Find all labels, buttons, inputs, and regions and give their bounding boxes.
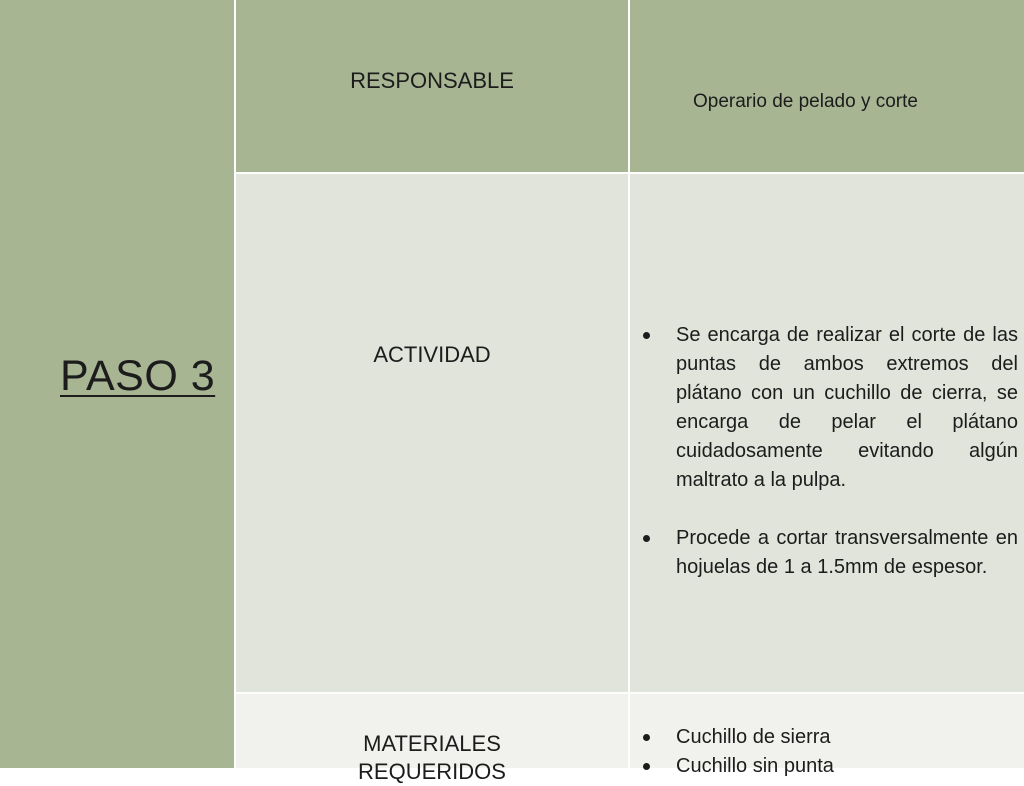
responsable-value: Operario de pelado y corte: [693, 91, 918, 112]
materiales-item-text: Cuchillo sin punta: [676, 755, 834, 777]
materiales-label-cell: [236, 694, 630, 784]
actividad-item-text: Se encarga de realizar el corte de las puntas de ambos extremos del plátano con un cuchillo de cierra, se encarga de pelar el plátano cuidadosamente evitando algún maltrato a la pulpa.: [676, 324, 1018, 491]
bullet-icon: [643, 763, 650, 770]
list-item: [638, 321, 1018, 495]
responsable-label: RESPONSABLE: [350, 68, 514, 93]
list-item: [638, 524, 1018, 582]
materiales-label: MATERIALES REQUERIDOS: [358, 731, 506, 784]
materiales-item-text: Cuchillo de sierra: [676, 726, 831, 748]
bullet-icon: [643, 332, 650, 339]
step-cell: [0, 0, 236, 768]
actividad-list: [638, 321, 1018, 582]
responsable-value-cell: [630, 0, 1024, 174]
actividad-label: ACTIVIDAD: [373, 342, 491, 367]
bullet-icon: [643, 535, 650, 542]
step-title: PASO 3: [60, 352, 216, 400]
responsable-label-cell: [236, 0, 630, 174]
materiales-list: [638, 723, 1018, 781]
actividad-item-text: Procede a cortar transversalmente en hojuelas de 1 a 1.5mm de espesor.: [676, 527, 1018, 578]
actividad-label-cell: [236, 174, 630, 694]
list-item: [638, 723, 1018, 752]
list-item: [638, 752, 1018, 781]
actividad-value-cell: [630, 174, 1024, 694]
bullet-icon: [643, 734, 650, 741]
materiales-value-cell: [630, 694, 1024, 777]
